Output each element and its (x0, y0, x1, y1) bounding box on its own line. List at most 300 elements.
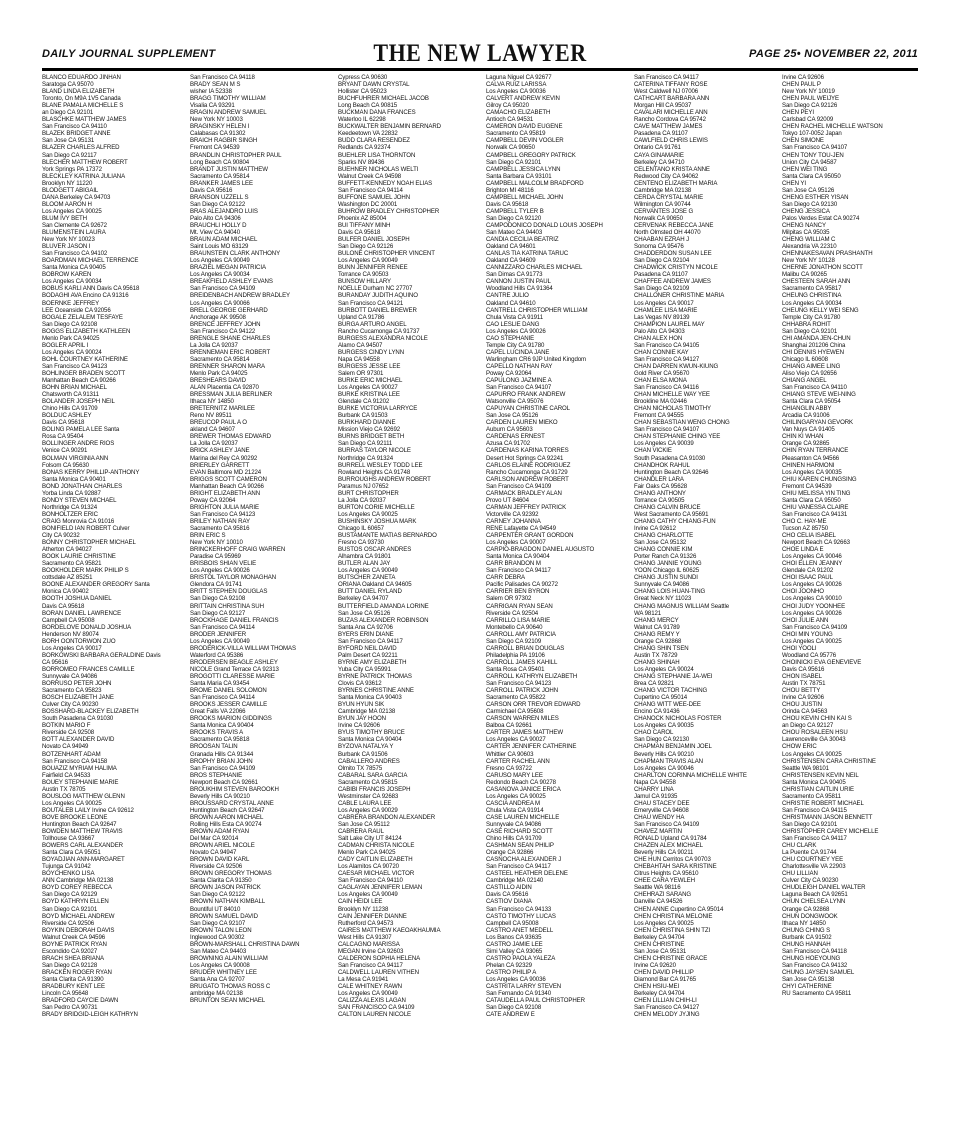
listing-line: CAPEL LUCINDA JANE (486, 348, 550, 356)
listing-line: BOLLINGER ANDRE RIOS (42, 440, 115, 448)
listing-line: CAWLFIELD CHRIS LEWIS (634, 137, 708, 145)
listing-line: wisher IA 52338 (190, 88, 232, 96)
listing-line: Antioch CA 94531 (486, 116, 534, 124)
listing-line: Novato CA 94949 (42, 743, 89, 751)
listing-line: Santa Barbara CA 93101 (486, 172, 552, 180)
listing-line: BOGLER APRIL I (42, 341, 89, 349)
listing-line: BROWN GREGORY THOMAS (190, 870, 272, 878)
listing-line: Philadelphia PA 19106 (486, 651, 545, 659)
listing-line: Yuba City CA 95991 (338, 665, 391, 673)
listing-line: San Jose CA 95126 (486, 412, 539, 420)
listing-line: BROOKS TRAVIS A (190, 729, 244, 737)
listing-line: BUNSOW HILLARY (338, 278, 392, 286)
listing-line: Ithaca NY 14850 (190, 398, 234, 406)
listing-line: San Francisco CA 94127 (634, 1004, 700, 1012)
listing-line: CHAN STEPHANIE CHING YEE (634, 433, 721, 441)
listing-line: CHEN DAVID PHILLIP (634, 968, 694, 976)
listing-line: Waterford CA 95386 (190, 651, 244, 659)
listing-line: Rolling Hills Esta CA 90274 (190, 820, 262, 828)
listing-line: CHILINGARYAN GEVORK (782, 419, 854, 427)
listing-line: CAIN JENNIFER DIANNE (338, 912, 407, 920)
listing-line: San Francisco CA 94107 (782, 144, 848, 152)
listing-line: BRUDER WHITNEY LEE (190, 968, 257, 976)
listing-line: Great Falls VA 22066 (190, 708, 246, 716)
listing-line: Huntington Beach CA 92647 (190, 806, 265, 814)
listing-line: La Jolla CA 92037 (338, 496, 386, 504)
listing-line: EVAN Baltimore MD 21224 (190, 468, 262, 476)
listing-line: Azusa CA 91702 (486, 440, 530, 448)
listing-line: Sacramento CA 95814 (190, 172, 250, 180)
listing-line: San Diego CA 92101 (782, 327, 838, 335)
listing-line: La Mesa CA 91941 (338, 976, 389, 983)
listing-column-3 (338, 74, 478, 1018)
listing-line: Berkeley CA 94704 (634, 990, 685, 998)
listing-line: Laguna Niguel CA 92677 (486, 74, 552, 81)
listing-line: BRAGINSKY HELEN I (190, 123, 250, 131)
listing-line: CHRISTMANN JASON BENNETT (782, 813, 873, 821)
listing-line: CARNEY JOHANNA (486, 517, 541, 525)
listing-line: San Francisco CA 94109 (634, 820, 700, 828)
listing-line: CARSON WARREN MILES (486, 715, 559, 723)
listing-line: BUTT DANIEL RYLAND (338, 588, 402, 596)
listing-line: BRIN ERIC S (190, 532, 226, 540)
listing-line: CHOU ROSALEEN HSU (782, 729, 848, 737)
listing-line: CHEN CHRISTINE (634, 940, 685, 948)
listing-line: CHEN PAUL WEIJYE (782, 95, 839, 103)
listing-line: Sacramento CA 95815 (338, 778, 398, 786)
listing-line: CELENTANO KRISTA ANNE (634, 165, 710, 173)
listing-line: BLAZER CHARLES ALFRED (42, 144, 120, 152)
listing-line: CHOI JOONHO (782, 588, 824, 596)
listing-line: CATE ANDREW E (486, 1011, 535, 1019)
listing-line: Encino CA 91436 (634, 708, 680, 716)
listing-line: Palos Verdes Estat CA 90274 (782, 214, 860, 222)
listing-line: BUZAS ALEXANDER ROBINSON (338, 616, 429, 624)
listing-line: San Diego CA 92117 (42, 151, 97, 159)
listing-line: BONNY CHRISTOPHER MICHAEL (42, 539, 136, 547)
listing-line: Santa Maria CA 93454 (190, 680, 250, 688)
listing-line: Los Angeles CA 90036 (486, 976, 546, 983)
listing-line: CHEHRAZI SARANG (634, 891, 692, 899)
listing-line: San Francisco CA 94110 (338, 877, 403, 885)
listing-line: BOTZENHART ADAM (42, 750, 101, 758)
listing-line: Provo UT 84604 (486, 496, 529, 504)
listing-line: Santa Ana CA 92706 (338, 623, 393, 631)
listing-line: BREWER THOMAS EDWARD (190, 433, 271, 441)
listing-line: San Francisco CA 94114 (190, 623, 255, 631)
listing-line: Santa Clara CA 95054 (782, 398, 841, 406)
listing-line: Phelan CA 92329 (486, 961, 532, 969)
listing-line: BRANDLIN CHRISTOPHER PAUL (190, 151, 282, 159)
listing-line: Walnut Creek CA 94598 (338, 172, 402, 180)
listing-line: CHANG REMY Y (634, 630, 680, 638)
listing-line: CHENG NANCY (782, 221, 826, 229)
listing-line: BOHL COURTNEY KATHERINE (42, 355, 128, 363)
listing-line: an Diego CA 92127 (782, 722, 834, 730)
listing-line: Morgan Hill CA 95037 (634, 102, 692, 110)
listing-line: Riverside CA 92504 (486, 609, 539, 617)
listing-line: BUTLER ALAN JAY (338, 560, 391, 568)
listing-line: BUHROW BRADLEY CHRISTOPHER (338, 207, 440, 215)
listing-line: BREAKFIELD ASHLEY EVANS (190, 278, 273, 286)
listing-line: BLUMENSTEIN LAURA (42, 229, 106, 237)
listing-line: BOHLINGER BRADEN SCOTT (42, 369, 126, 377)
listing-line: Los Angeles CA 90017 (42, 644, 102, 652)
listing-line: CASTRO ANET MEDELL (486, 926, 554, 934)
listing-line: BUSTAMANTE MATIAS BERNARDO (338, 532, 437, 540)
listing-line: CHUNG CHING S (782, 926, 831, 934)
listing-line: DANA Berkeley CA 94703 (42, 193, 111, 201)
listing-line: CHEN MELODY JYJING (634, 1011, 700, 1019)
listing-line: BYFORD NEIL DAVID (338, 644, 397, 652)
listing-line: Davis CA 95616 (486, 891, 529, 899)
listing-line: Mission Viejo CA 92692 (338, 426, 401, 434)
listing-line: CALCAGNO MARISSA (338, 940, 400, 948)
listing-line: BLECHER MATTHEW ROBERT (42, 158, 128, 166)
listing-line: Salt Lake City UT 84124 (338, 835, 402, 843)
listing-line: CHANDLER LARA (634, 475, 684, 483)
listing-line: BRODER JENNIFER (190, 630, 247, 638)
listing-line: CASTRITA LARRY STEVEN (486, 983, 562, 991)
listing-line: Paradise CA 95969 (190, 553, 241, 561)
listing-line: CHAFFEE ANDREW JAMES (634, 278, 711, 286)
listing-line: BONAS KERRY PHILLIP-ANTHONY (42, 468, 140, 476)
listing-line: BRADBURY KENT LEE (42, 983, 105, 991)
listing-line: San Diego CA 92129 (42, 891, 98, 899)
listing-line: BUDD CLARA RESENDEZ (338, 137, 410, 145)
listing-line: BROWN SAMUEL DAVID (190, 912, 258, 920)
listing-line: Cupertino CA 95014 (634, 694, 688, 702)
listing-line: BUTTERFIELD AMANDA LORINE (338, 602, 429, 610)
listing-line: Berkeley CA 94710 (634, 158, 685, 166)
listing-line: Alexandria VA 22310 (782, 243, 837, 251)
listing-line: Berkeley CA 94704 (634, 933, 685, 941)
listing-line: BRIERLEY GARRETT (190, 461, 250, 469)
listing-line: CARDEN LAUREN MIEKO (486, 419, 558, 427)
listing-line: Los Angeles CA 90034 (42, 278, 102, 286)
listing-line: Calabasas CA 91302 (190, 130, 246, 138)
listing-line: BROWNING ALAIN WILLIAM (190, 954, 268, 962)
listing-line: CALDWELL LAUREN VITHEN (338, 968, 419, 976)
listing-line: CHI AMANDA JEN-CHUN (782, 334, 851, 342)
listing-columns (42, 74, 918, 1130)
listing-line: CHRISTIAN CAITLIN URIE (782, 785, 854, 793)
listing-line: Gilroy CA 95020 (486, 102, 529, 110)
listing-line: BRACH SHEA BRIANA (42, 954, 104, 962)
listing-line: Sacramento CA 95819 (486, 130, 546, 138)
listing-line: Union City CA 94587 (782, 158, 837, 166)
listing-line: Salem OR 97302 (486, 595, 532, 603)
listing-line: BURROUGHS ANDREW ROBERT (338, 475, 431, 483)
listing-line: CAPELLO NATHAN RAY (486, 362, 553, 370)
listing-line: CHOI ISAAC PAUL (782, 574, 833, 582)
listing-line: New York NY 10010 (190, 539, 243, 547)
listing-line: BUSTOS OSCAR ANDRES (338, 546, 412, 554)
listing-line: Tujunga CA 91042 (42, 863, 91, 871)
listing-line: Tokyo 107-0052 Japan (782, 130, 842, 138)
listing-line: Woodland CA 95776 (782, 651, 837, 659)
listing-line: Irvine CA 92606 (338, 722, 380, 730)
listing-line: BULONE CHRISTOPHER VINCENT (338, 250, 435, 258)
listing-line: BUI TIFFANY MINH (338, 221, 391, 229)
listing-line: CALVERT ANDREW KEVIN (486, 95, 560, 103)
listing-line: BYZOVA NATALYA Y (338, 743, 394, 751)
listing-line: San Jose CA 95132 (634, 539, 687, 547)
listing-line: Warlingham CR6 9JP United Kingdom (486, 355, 587, 363)
listing-line: San Diego CA 92130 (634, 736, 690, 744)
listing-line: Rosa CA 95404 (42, 433, 84, 441)
listing-line: Citrus Heights CA 95610 (634, 870, 699, 878)
listing-line: BRILEY NATHAN RAY (190, 517, 250, 525)
listing-line: Great Neck NY 11023 (634, 595, 692, 603)
listing-line: Salem OR 97301 (338, 369, 384, 377)
listing-line: Atherton CA 94027 (42, 546, 92, 554)
listing-line: Santa Ana CA 92707 (190, 976, 245, 983)
listing-line: CHIN RYAN TERRANCE (782, 447, 849, 455)
listing-line: NICOLE Grand Terrace CA 92313 (190, 665, 279, 673)
listing-line: CAMERON DAVID EUGENE (486, 123, 563, 131)
listing-line: CABRERA BRANDON ALEXANDER (338, 813, 436, 821)
listing-column-5 (634, 74, 774, 1018)
listing-line: BUNN JENNIFER RENEE (338, 264, 408, 272)
listing-line: CA 95616 (42, 658, 68, 666)
listing-line: CHANG WITT WEE-DEE (634, 701, 701, 709)
listing-line: BUCKMAN DANA FRANCES (338, 109, 416, 117)
listing-line: an Diego CA 92101 (42, 109, 94, 117)
listing-line: Novato CA 94947 (190, 849, 237, 857)
listing-line: Napa CA 94558 (338, 355, 380, 363)
listing-line: Mt. View CA 94040 (190, 229, 241, 237)
listing-line: Los Angeles CA 90049 (338, 567, 398, 575)
listing-line: Newport Beach CA 92661 (190, 778, 258, 786)
listing-line: CHYI CATHERINE (782, 983, 832, 991)
listing-line: Hollister CA 95023 (338, 88, 387, 96)
listing-line: CARMACK BRADLEY ALAN (486, 489, 562, 497)
listing-line: CARROLL JAMES KAHILL (486, 658, 558, 666)
listing-line: San Francisco CA 94117 (486, 863, 551, 871)
listing-line: Paramus NJ 07652 (338, 482, 389, 490)
listing-line: Menlo Park CA 94025 (190, 369, 248, 377)
listing-line: CHUNG HANNAH (782, 940, 831, 948)
listing-line: CAPULONG JAZMINE A (486, 377, 552, 385)
listing-line: Rancho Cucamonga CA 91729 (486, 468, 568, 476)
listing-line: Cambridge MA 02138 (338, 708, 396, 716)
listing-line: Saratoga CA 95070 (42, 81, 94, 89)
listing-line: CASTRO PHILIP A (486, 968, 537, 976)
listing-line: BUCHFUHRER MICHAEL JACOB (338, 95, 429, 103)
listing-line: Cambridge MA 02140 (486, 877, 544, 885)
listing-line: BONDY STEVEN MICHAEL (42, 496, 117, 504)
listing-line: CHEN YI (782, 179, 806, 187)
listing-line: Chino Hills CA 91709 (486, 835, 542, 843)
listing-line: San Francisco CA 94118 (782, 947, 847, 955)
listing-line: San Francisco CA 94107 (634, 426, 700, 434)
listing-line: Diamond Bar CA 91765 (634, 976, 697, 983)
listing-line: CHESTEEN SARAH ANN (782, 278, 851, 286)
listing-line: BLODGETT ABIGAIL (42, 186, 99, 194)
listing-line: BUSHINSKY JOSHUA MARK (338, 517, 417, 525)
listing-line: Inglewood CA 90302 (190, 933, 245, 941)
listing-line: BRISTOL TAYLOR MONAGHAN (190, 574, 277, 582)
listing-line: Ithaca NY 14850 (782, 919, 826, 927)
listing-line: Oakland CA 94610 (486, 299, 536, 307)
listing-line: CARLOS ELAINE RODRIGUEZ (486, 461, 571, 469)
listing-line: BOYD MICHAEL ANDREW (42, 912, 115, 920)
listing-line: BRAUCHLI HOLLY D (190, 221, 247, 229)
listing-line: CHAU STACEY DEE (634, 799, 690, 807)
listing-line: BRIGGS SCOTT CAMERON (190, 475, 267, 483)
listing-line: BROWN-MARSHALL CHRISTINA DAWN (190, 940, 300, 948)
listing-line: CHIANGLIN ABBY (782, 405, 832, 413)
listing-line: CHEBAHTAH SARA KRISTINE (634, 863, 717, 871)
listing-line: San Diego CA 92108 (190, 595, 246, 603)
listing-line: Emeryville CA 94608 (634, 806, 689, 814)
listing-line: CHENNAKESAVAN PRASHANTH (782, 250, 873, 258)
listing-column-6 (782, 74, 918, 997)
listing-line: BURGA ARTURO ANGEL (338, 320, 407, 328)
listing-line: San Francisco CA 94123 (486, 680, 552, 688)
listing-line: Los Angeles CA 90049 (338, 257, 398, 265)
listing-line: Wilmington CA 90744 (634, 200, 691, 208)
listing-line: Los Angeles CA 90035 (782, 468, 842, 476)
listing-line: CASNOCHA ALEXANDER J (486, 856, 562, 864)
listing-line: CHO C. HAY-ME (782, 517, 827, 525)
listing-line: CAO STEPHANIE (486, 334, 535, 342)
listing-line: Palm Desert CA 92211 (338, 651, 398, 659)
listing-line: Whittier CA 90603 (486, 750, 534, 758)
listing-line: Poway CA 92064 (486, 369, 532, 377)
listing-line: BRITTAIN CHRISTINA SUH (190, 602, 264, 610)
listing-line: BRADFORD CAYCIE DAWN (42, 997, 119, 1005)
listing-line: Sparks NV 89436 (338, 158, 385, 166)
listing-line: akland CA 94607 (190, 426, 235, 434)
listing-line: CHANG JUSTIN SUNDI (634, 574, 698, 582)
listing-line: BRADY SEAN M S (190, 81, 241, 89)
listing-line: San Fernando CA 91340 (486, 990, 551, 998)
listing-line: New York NY 10019 (782, 88, 835, 96)
listing-line: BROOKS JESSER CAMILLE (190, 701, 268, 709)
listing-line: BRIGHT ELIZABETH ANN (190, 489, 261, 497)
listing-line: BRITT STEPHEN DOUGLAS (190, 588, 268, 596)
listing-line: Davis CA 95618 (338, 229, 381, 237)
listing-line: CHEN CHRISTINA SHIN TZI (634, 926, 711, 934)
listing-column-4 (486, 74, 626, 1018)
listing-line: BROCKHAGE DANIEL FRANCIS (190, 616, 279, 624)
listing-line: CARDENAS KARINA TORRES (486, 447, 569, 455)
listing-line: San Diego CA 92130 (782, 200, 838, 208)
listing-line: Walnut Creek CA 94596 (42, 933, 106, 941)
listing-line: BOYD KATHRYN ELLEN (42, 898, 109, 906)
listing-line: Sacramento CA 95811 (782, 792, 841, 800)
listing-line: Laguna Beach CA 92651 (782, 891, 848, 899)
listing-line: BOONE ALEXANDER GREGORY Santa (42, 581, 150, 589)
listing-line: Oakland CA 94609 (486, 257, 536, 265)
listing-line: Torrance CA 90505 (634, 496, 685, 504)
listing-line: CASE RICHARD SCOTT (486, 828, 553, 836)
listing-line: Los Angeles CA 90024 (634, 665, 694, 673)
listing-line: Woodland Hills CA 91364 (486, 285, 553, 293)
listing-line: BRAUN ADAM MICHAEL (190, 236, 258, 244)
listing-line: Lincoln CA 95648 (42, 990, 89, 998)
listing-line: BOWERS CARL ALEXANDER (42, 842, 123, 850)
listing-line: Redlands CA 92374 (338, 144, 391, 152)
listing-line: BROWN ARIEL NICOLE (190, 842, 255, 850)
listing-line: Orange CA 92865 (782, 440, 830, 448)
listing-line: Brookline MA 02446 (634, 398, 687, 406)
listing-line: Van Nuys CA 91405 (782, 426, 835, 434)
supplement-label: DAILY JOURNAL SUPPLEMENT (42, 48, 216, 60)
listing-line: BOYNE PATRICK RYAN (42, 940, 107, 948)
listing-line: CHON ISABEL (782, 672, 822, 680)
listing-line: Northridge CA 91324 (42, 503, 98, 511)
listing-line: La Jolla CA 92037 (190, 440, 238, 448)
listing-line: WA 98121 (634, 609, 662, 617)
listing-line: BROWN TALON LEON (190, 926, 252, 934)
listing-line: San Diego CA 92122 (190, 891, 246, 899)
listing-line: CHANG MERCY (634, 616, 679, 624)
listing-line: BURRELL WESLEY TODD LEE (338, 461, 423, 469)
listing-line: CAO LESLIE DANG (486, 320, 540, 328)
listing-line: CABRERA RAUL (338, 828, 384, 836)
listing-line: Lawrenceville GA 30043 (782, 736, 846, 744)
listing-line: BOHN BRIAN MICHAEL (42, 384, 107, 392)
listing-line: BRANSON UZZELL S (190, 193, 249, 201)
listing-line: Riverside CA 92508 (42, 729, 95, 737)
listing-line: Los Angeles CA 90025 (634, 919, 694, 927)
listing-line: CARPIO-BRAGDON DANIEL AUGUSTO (486, 546, 595, 554)
page-header (42, 40, 918, 70)
listing-line: CHENG WILLIAM C (782, 236, 836, 244)
listing-line: CHENG ESTHER YISAN (782, 193, 849, 201)
listing-line: Rancho Cordova CA 95742 (634, 116, 706, 124)
listing-line: CHANDHOK RAHUL (634, 461, 690, 469)
listing-line: CASTRO PAOLA YALEZA (486, 954, 556, 962)
listing-line: CASE LAUREN MICHELLE (486, 813, 560, 821)
listing-line: CALE WHITNEY RAWN (338, 983, 402, 991)
listing-line: San Diego CA 92101 (42, 905, 98, 913)
listing-line: Los Banos CA 93635 (486, 933, 542, 941)
listing-line: CANTRELL CHRISTOPHER WILLIAM (486, 306, 588, 314)
listing-line: CHEN PEYI (782, 109, 814, 117)
listing-line: CHU LILLIAN (782, 870, 818, 878)
listing-line: CERVENAK REBECCA JANE (634, 221, 714, 229)
listing-line: BURANDAY JUDITH AQUINO (338, 292, 418, 300)
listing-line: CHIANG AIMEE LING (782, 362, 841, 370)
listing-line: Del Mar CA 92014 (190, 835, 239, 843)
listing-line: Beverly Hills CA 90211 (634, 849, 694, 857)
listing-line: Poway CA 92064 (190, 496, 236, 504)
listing-line: Santa Monica CA 90404 (338, 736, 402, 744)
listing-line: San Francisco CA 94132 (782, 961, 848, 969)
listing-line: BOGALE ZELALEM TESFAYE (42, 313, 123, 321)
listing-line: Brighton MI 48116 (486, 186, 534, 194)
listing-line: La Puente CA 91744 (782, 849, 837, 857)
listing-line: CHEN LILLIAN CHIH-LI (634, 997, 697, 1005)
listing-line: Los Angeles CA 90049 (190, 637, 250, 645)
listing-line: CERVANTES JOSE G (634, 207, 694, 215)
listing-line: CARMAN JEFFREY PATRICK (486, 503, 567, 511)
listing-line: San Francisco CA 94123 (42, 362, 108, 370)
listing-line: Berkeley CA 94707 (338, 595, 389, 603)
listing-line: CANTRE JULIO (486, 292, 529, 300)
listing-line: RENE Lafayette CA 94549 (486, 525, 556, 532)
listing-line: CHEN RACHEL MICHELLE WATSON (782, 123, 883, 131)
listing-line: San Diego CA 92127 (190, 609, 246, 617)
listing-line: Los Angeles CA 90049 (190, 257, 250, 265)
listing-line: BOUEY STEPHANIE MARIE (42, 778, 119, 786)
listing-line: Tollhouse CA 93667 (42, 835, 95, 843)
listing-line: Davis CA 95618 (42, 419, 85, 427)
